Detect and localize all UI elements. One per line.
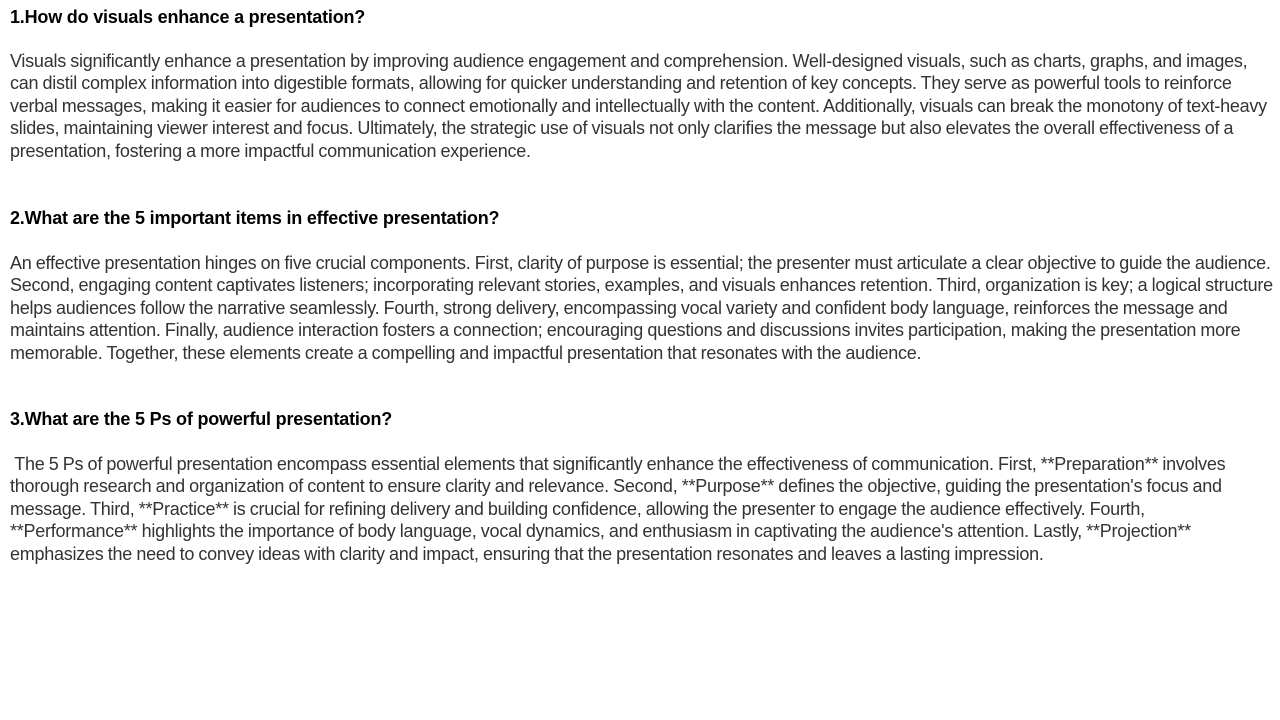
question-heading-2: 2.What are the 5 important items in effective presentation? <box>10 208 500 228</box>
answer-paragraph-3: The 5 Ps of powerful presentation encompass essential elements that significantly enhance the effectiveness of communication. First, **Preparation** involves thorough research and organization of content to ensure clarity and relevance. Second, **Purpose** defines the objective, guiding the presentation's focus and message. Third, **Practice** is crucial for refining delivery and building confidence, allowing the presenter to engage the audience effectively. Fourth, **Performance** highlights the importance of body language, vocal dynamics, and enthusiasm in captivating the audience's attention. Lastly, **Projection** emphasizes the need to convey ideas with clarity and impact, ensuring that the presentation resonates and leaves a lasting impression. <box>10 454 1230 564</box>
question-heading-1: 1.How do visuals enhance a presentation? <box>10 7 366 27</box>
answer-paragraph-2: An effective presentation hinges on five crucial components. First, clarity of purpose is essential; the presenter must articulate a clear objective to guide the audience. Second, engaging content captivates listeners; incorporating relevant stories, examples, and visuals enhances retention. Third, organization is key; a logical structure helps audiences follow the narrative seamlessly. Fourth, strong delivery, encompassing vocal variety and confident body language, reinforces the message and maintains attention. Finally, audience interaction fosters a connection; encouraging questions and discussions invites participation, making the presentation more memorable. Together, these elements create a compelling and impactful presentation that resonates with the audience. <box>10 253 1273 363</box>
answer-paragraph-1: Visuals significantly enhance a presentation by improving audience engagement and comprehension. Well-designed visuals, such as charts, graphs, and images, can distil complex information into digestible formats, allowing for quicker understanding and retention of key concepts. They serve as powerful tools to reinforce verbal messages, making it easier for audiences to connect emotionally and intellectually with the content. Additionally, visuals can break the monotony of text-heavy slides, maintaining viewer interest and focus. Ultimately, the strategic use of visuals not only clarifies the message but also elevates the overall effectiveness of a presentation, fostering a more impactful communication experience. <box>10 51 1267 161</box>
question-heading-3: 3.What are the 5 Ps of powerful presentation? <box>10 409 393 429</box>
